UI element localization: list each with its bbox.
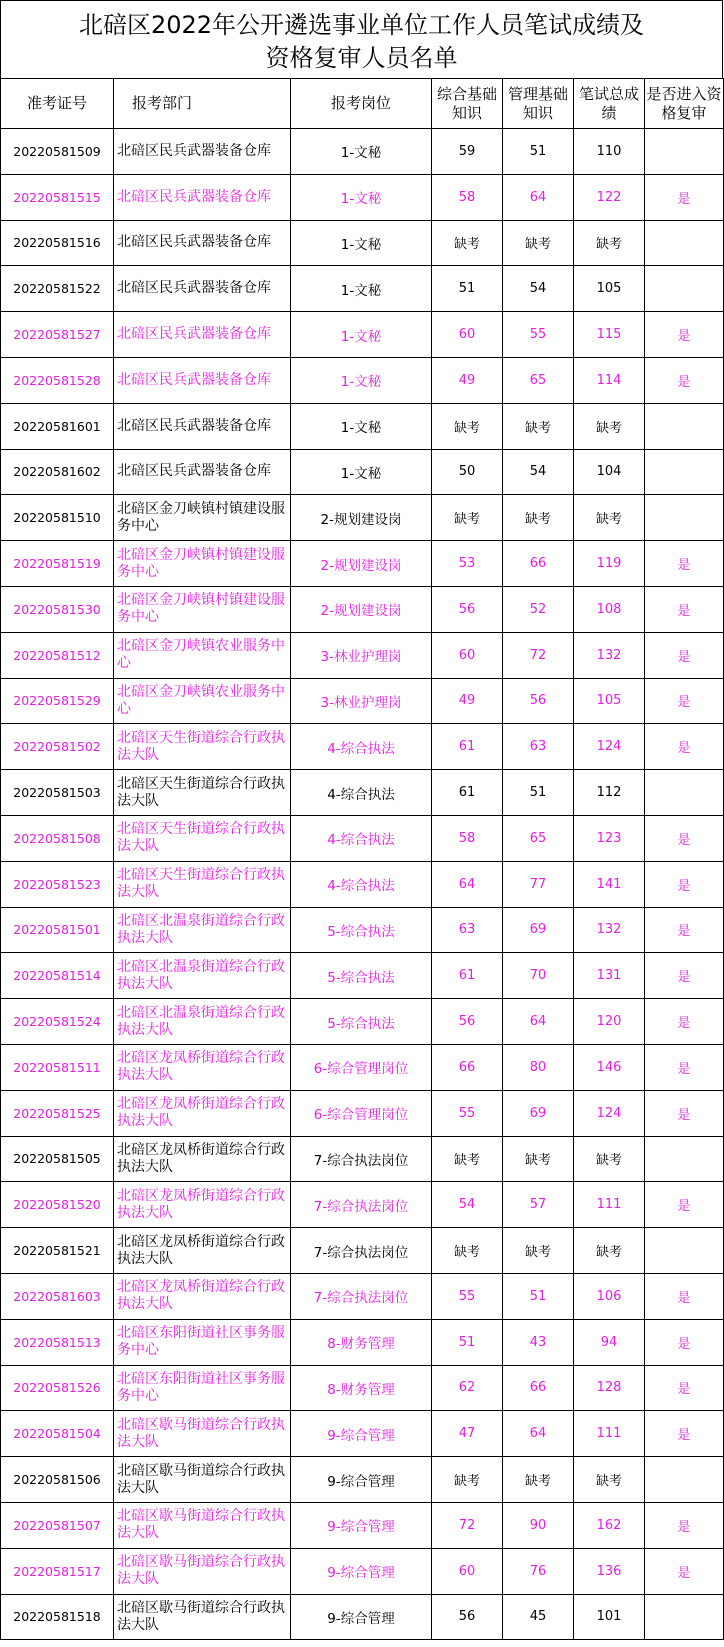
cell-total-score: 106 xyxy=(574,1273,645,1319)
cell-review-status: 是 xyxy=(645,1365,724,1411)
table-row xyxy=(1,174,724,220)
cell-exam-id: 20220581519 xyxy=(1,541,114,587)
cell-review-status xyxy=(645,220,724,266)
cell-general-score: 64 xyxy=(432,861,503,907)
cell-position: 1-文秘 xyxy=(291,129,432,175)
cell-position: 5-综合执法 xyxy=(291,907,432,953)
cell-exam-id: 20220581515 xyxy=(1,174,114,220)
cell-general-score: 缺考 xyxy=(432,495,503,541)
table-row xyxy=(1,586,724,632)
cell-exam-id: 20220581526 xyxy=(1,1365,114,1411)
cell-position: 7-综合执法岗位 xyxy=(291,1136,432,1182)
header-row xyxy=(1,79,724,129)
cell-total-score: 111 xyxy=(574,1182,645,1228)
table-row xyxy=(1,815,724,861)
cell-exam-id: 20220581510 xyxy=(1,495,114,541)
table-row xyxy=(1,1090,724,1136)
cell-position: 1-文秘 xyxy=(291,403,432,449)
cell-general-score: 缺考 xyxy=(432,1457,503,1503)
table-row xyxy=(1,129,724,175)
cell-exam-id: 20220581601 xyxy=(1,403,114,449)
header-general-score: 综合基础知识 xyxy=(432,79,503,129)
cell-review-status: 是 xyxy=(645,1319,724,1365)
cell-general-score: 缺考 xyxy=(432,403,503,449)
cell-position: 2-规划建设岗 xyxy=(291,495,432,541)
cell-exam-id: 20220581502 xyxy=(1,724,114,770)
cell-general-score: 56 xyxy=(432,999,503,1045)
cell-position: 1-文秘 xyxy=(291,312,432,358)
cell-department: 北碚区东阳街道社区事务服务中心 xyxy=(114,1365,291,1411)
cell-exam-id: 20220581518 xyxy=(1,1594,114,1640)
cell-exam-id: 20220581530 xyxy=(1,586,114,632)
cell-general-score: 51 xyxy=(432,266,503,312)
cell-management-score: 76 xyxy=(503,1548,574,1594)
cell-review-status xyxy=(645,495,724,541)
cell-review-status: 是 xyxy=(645,1044,724,1090)
cell-general-score: 59 xyxy=(432,129,503,175)
cell-exam-id: 20220581525 xyxy=(1,1090,114,1136)
cell-management-score: 80 xyxy=(503,1044,574,1090)
cell-exam-id: 20220581503 xyxy=(1,770,114,816)
table-row xyxy=(1,495,724,541)
cell-position: 7-综合执法岗位 xyxy=(291,1273,432,1319)
cell-general-score: 63 xyxy=(432,907,503,953)
cell-total-score: 120 xyxy=(574,999,645,1045)
cell-review-status: 是 xyxy=(645,678,724,724)
table-row xyxy=(1,1365,724,1411)
cell-total-score: 111 xyxy=(574,1411,645,1457)
cell-position: 4-综合执法 xyxy=(291,724,432,770)
cell-department: 北碚区天生街道综合行政执法大队 xyxy=(114,815,291,861)
cell-review-status xyxy=(645,449,724,495)
cell-management-score: 66 xyxy=(503,541,574,587)
cell-position: 6-综合管理岗位 xyxy=(291,1090,432,1136)
cell-position: 9-综合管理 xyxy=(291,1457,432,1503)
cell-general-score: 60 xyxy=(432,1548,503,1594)
cell-review-status: 是 xyxy=(645,1411,724,1457)
cell-exam-id: 20220581511 xyxy=(1,1044,114,1090)
cell-department: 北碚区民兵武器装备仓库 xyxy=(114,403,291,449)
cell-review-status: 是 xyxy=(645,586,724,632)
cell-review-status: 是 xyxy=(645,1548,724,1594)
cell-management-score: 70 xyxy=(503,953,574,999)
cell-general-score: 58 xyxy=(432,174,503,220)
cell-management-score: 64 xyxy=(503,999,574,1045)
cell-management-score: 77 xyxy=(503,861,574,907)
cell-position: 5-综合执法 xyxy=(291,953,432,999)
cell-total-score: 132 xyxy=(574,632,645,678)
cell-department: 北碚区民兵武器装备仓库 xyxy=(114,449,291,495)
cell-department: 北碚区民兵武器装备仓库 xyxy=(114,220,291,266)
table-row xyxy=(1,1457,724,1503)
cell-total-score: 128 xyxy=(574,1365,645,1411)
cell-total-score: 缺考 xyxy=(574,1228,645,1274)
cell-department: 北碚区歇马街道综合行政执法大队 xyxy=(114,1502,291,1548)
cell-management-score: 65 xyxy=(503,357,574,403)
table-row xyxy=(1,861,724,907)
cell-management-score: 65 xyxy=(503,815,574,861)
cell-exam-id: 20220581524 xyxy=(1,999,114,1045)
cell-general-score: 缺考 xyxy=(432,220,503,266)
cell-review-status: 是 xyxy=(645,815,724,861)
table-row xyxy=(1,1502,724,1548)
cell-department: 北碚区北温泉街道综合行政执法大队 xyxy=(114,907,291,953)
cell-general-score: 60 xyxy=(432,312,503,358)
table-row xyxy=(1,1273,724,1319)
cell-department: 北碚区天生街道综合行政执法大队 xyxy=(114,724,291,770)
table-row xyxy=(1,266,724,312)
cell-department: 北碚区歇马街道综合行政执法大队 xyxy=(114,1594,291,1640)
cell-review-status: 是 xyxy=(645,953,724,999)
cell-department: 北碚区歇马街道综合行政执法大队 xyxy=(114,1548,291,1594)
cell-exam-id: 20220581509 xyxy=(1,129,114,175)
cell-general-score: 55 xyxy=(432,1273,503,1319)
cell-review-status: 是 xyxy=(645,1090,724,1136)
cell-management-score: 64 xyxy=(503,174,574,220)
table-row xyxy=(1,220,724,266)
cell-total-score: 122 xyxy=(574,174,645,220)
cell-exam-id: 20220581521 xyxy=(1,1228,114,1274)
cell-position: 1-文秘 xyxy=(291,174,432,220)
cell-department: 北碚区龙凤桥街道综合行政执法大队 xyxy=(114,1136,291,1182)
cell-exam-id: 20220581527 xyxy=(1,312,114,358)
table-row xyxy=(1,1182,724,1228)
cell-department: 北碚区民兵武器装备仓库 xyxy=(114,357,291,403)
cell-position: 3-林业护理岗 xyxy=(291,678,432,724)
table-row xyxy=(1,357,724,403)
cell-review-status: 是 xyxy=(645,1502,724,1548)
header-position: 报考岗位 xyxy=(291,79,432,129)
table-row xyxy=(1,907,724,953)
cell-management-score: 66 xyxy=(503,1365,574,1411)
cell-exam-id: 20220581602 xyxy=(1,449,114,495)
cell-management-score: 57 xyxy=(503,1182,574,1228)
cell-exam-id: 20220581504 xyxy=(1,1411,114,1457)
header-id: 准考证号 xyxy=(1,79,114,129)
table-row xyxy=(1,1136,724,1182)
cell-position: 6-综合管理岗位 xyxy=(291,1044,432,1090)
cell-general-score: 56 xyxy=(432,586,503,632)
cell-management-score: 51 xyxy=(503,1273,574,1319)
cell-management-score: 55 xyxy=(503,312,574,358)
cell-exam-id: 20220581529 xyxy=(1,678,114,724)
cell-review-status: 是 xyxy=(645,907,724,953)
table-row xyxy=(1,724,724,770)
cell-review-status xyxy=(645,1228,724,1274)
cell-position: 8-财务管理 xyxy=(291,1365,432,1411)
cell-management-score: 缺考 xyxy=(503,403,574,449)
cell-total-score: 124 xyxy=(574,724,645,770)
cell-exam-id: 20220581513 xyxy=(1,1319,114,1365)
title-line-2: 资格复审人员名单 xyxy=(265,44,458,72)
table-row xyxy=(1,953,724,999)
cell-position: 9-综合管理 xyxy=(291,1411,432,1457)
table-row xyxy=(1,541,724,587)
cell-total-score: 162 xyxy=(574,1502,645,1548)
cell-management-score: 52 xyxy=(503,586,574,632)
cell-position: 5-综合执法 xyxy=(291,999,432,1045)
cell-total-score: 缺考 xyxy=(574,220,645,266)
cell-management-score: 45 xyxy=(503,1594,574,1640)
cell-department: 北碚区北温泉街道综合行政执法大队 xyxy=(114,999,291,1045)
cell-review-status: 是 xyxy=(645,357,724,403)
table-row xyxy=(1,403,724,449)
cell-management-score: 69 xyxy=(503,1090,574,1136)
cell-total-score: 119 xyxy=(574,541,645,587)
cell-total-score: 141 xyxy=(574,861,645,907)
cell-review-status: 是 xyxy=(645,541,724,587)
cell-position: 1-文秘 xyxy=(291,266,432,312)
cell-department: 北碚区民兵武器装备仓库 xyxy=(114,266,291,312)
cell-management-score: 54 xyxy=(503,449,574,495)
cell-position: 2-规划建设岗 xyxy=(291,541,432,587)
cell-general-score: 缺考 xyxy=(432,1228,503,1274)
cell-department: 北碚区龙凤桥街道综合行政执法大队 xyxy=(114,1182,291,1228)
cell-review-status xyxy=(645,403,724,449)
cell-department: 北碚区天生街道综合行政执法大队 xyxy=(114,861,291,907)
cell-position: 2-规划建设岗 xyxy=(291,586,432,632)
cell-review-status: 是 xyxy=(645,861,724,907)
cell-total-score: 94 xyxy=(574,1319,645,1365)
cell-general-score: 47 xyxy=(432,1411,503,1457)
cell-department: 北碚区歇马街道综合行政执法大队 xyxy=(114,1457,291,1503)
table-row xyxy=(1,1548,724,1594)
cell-general-score: 61 xyxy=(432,953,503,999)
cell-exam-id: 20220581516 xyxy=(1,220,114,266)
cell-review-status: 是 xyxy=(645,999,724,1045)
table-row xyxy=(1,999,724,1045)
cell-management-score: 64 xyxy=(503,1411,574,1457)
cell-department: 北碚区北温泉街道综合行政执法大队 xyxy=(114,953,291,999)
cell-exam-id: 20220581514 xyxy=(1,953,114,999)
cell-total-score: 108 xyxy=(574,586,645,632)
cell-management-score: 43 xyxy=(503,1319,574,1365)
table-row xyxy=(1,312,724,358)
cell-general-score: 61 xyxy=(432,770,503,816)
cell-general-score: 66 xyxy=(432,1044,503,1090)
cell-department: 北碚区金刀峡镇农业服务中心 xyxy=(114,632,291,678)
cell-review-status xyxy=(645,129,724,175)
cell-department: 北碚区天生街道综合行政执法大队 xyxy=(114,770,291,816)
cell-department: 北碚区龙凤桥街道综合行政执法大队 xyxy=(114,1228,291,1274)
cell-department: 北碚区龙凤桥街道综合行政执法大队 xyxy=(114,1044,291,1090)
cell-management-score: 54 xyxy=(503,266,574,312)
table-row xyxy=(1,678,724,724)
cell-exam-id: 20220581603 xyxy=(1,1273,114,1319)
cell-general-score: 54 xyxy=(432,1182,503,1228)
header-dept: 报考部门 xyxy=(114,79,291,129)
cell-total-score: 缺考 xyxy=(574,495,645,541)
cell-total-score: 131 xyxy=(574,953,645,999)
cell-general-score: 49 xyxy=(432,357,503,403)
cell-general-score: 60 xyxy=(432,632,503,678)
cell-review-status: 是 xyxy=(645,174,724,220)
cell-exam-id: 20220581508 xyxy=(1,815,114,861)
cell-management-score: 72 xyxy=(503,632,574,678)
cell-total-score: 110 xyxy=(574,129,645,175)
cell-management-score: 51 xyxy=(503,770,574,816)
cell-general-score: 50 xyxy=(432,449,503,495)
cell-department: 北碚区金刀峡镇农业服务中心 xyxy=(114,678,291,724)
cell-total-score: 缺考 xyxy=(574,1457,645,1503)
table-row xyxy=(1,632,724,678)
cell-department: 北碚区龙凤桥街道综合行政执法大队 xyxy=(114,1090,291,1136)
table-body xyxy=(1,129,724,1640)
results-table xyxy=(0,78,724,1640)
cell-total-score: 114 xyxy=(574,357,645,403)
cell-review-status xyxy=(645,266,724,312)
table-row xyxy=(1,1411,724,1457)
cell-department: 北碚区歇马街道综合行政执法大队 xyxy=(114,1411,291,1457)
cell-position: 8-财务管理 xyxy=(291,1319,432,1365)
cell-exam-id: 20220581505 xyxy=(1,1136,114,1182)
table-row xyxy=(1,1044,724,1090)
cell-general-score: 缺考 xyxy=(432,1136,503,1182)
cell-exam-id: 20220581528 xyxy=(1,357,114,403)
cell-exam-id: 20220581523 xyxy=(1,861,114,907)
cell-review-status: 是 xyxy=(645,724,724,770)
cell-department: 北碚区龙凤桥街道综合行政执法大队 xyxy=(114,1273,291,1319)
cell-position: 4-综合执法 xyxy=(291,770,432,816)
cell-general-score: 55 xyxy=(432,1090,503,1136)
cell-general-score: 58 xyxy=(432,815,503,861)
cell-position: 4-综合执法 xyxy=(291,861,432,907)
cell-review-status xyxy=(645,770,724,816)
table-row xyxy=(1,770,724,816)
cell-total-score: 146 xyxy=(574,1044,645,1090)
cell-exam-id: 20220581517 xyxy=(1,1548,114,1594)
cell-position: 9-综合管理 xyxy=(291,1502,432,1548)
cell-review-status xyxy=(645,1136,724,1182)
cell-total-score: 132 xyxy=(574,907,645,953)
cell-total-score: 105 xyxy=(574,678,645,724)
cell-general-score: 62 xyxy=(432,1365,503,1411)
cell-management-score: 缺考 xyxy=(503,220,574,266)
cell-general-score: 72 xyxy=(432,1502,503,1548)
cell-position: 7-综合执法岗位 xyxy=(291,1228,432,1274)
cell-total-score: 101 xyxy=(574,1594,645,1640)
table-row xyxy=(1,1319,724,1365)
cell-general-score: 53 xyxy=(432,541,503,587)
cell-position: 1-文秘 xyxy=(291,449,432,495)
cell-department: 北碚区民兵武器装备仓库 xyxy=(114,312,291,358)
cell-position: 4-综合执法 xyxy=(291,815,432,861)
cell-review-status: 是 xyxy=(645,632,724,678)
cell-department: 北碚区民兵武器装备仓库 xyxy=(114,129,291,175)
cell-general-score: 51 xyxy=(432,1319,503,1365)
cell-exam-id: 20220581512 xyxy=(1,632,114,678)
cell-general-score: 61 xyxy=(432,724,503,770)
cell-position: 7-综合执法岗位 xyxy=(291,1182,432,1228)
cell-total-score: 缺考 xyxy=(574,403,645,449)
table-row xyxy=(1,1228,724,1274)
cell-management-score: 缺考 xyxy=(503,495,574,541)
cell-total-score: 105 xyxy=(574,266,645,312)
cell-exam-id: 20220581507 xyxy=(1,1502,114,1548)
cell-exam-id: 20220581522 xyxy=(1,266,114,312)
cell-management-score: 缺考 xyxy=(503,1228,574,1274)
page-title xyxy=(0,0,723,78)
cell-general-score: 49 xyxy=(432,678,503,724)
cell-management-score: 缺考 xyxy=(503,1136,574,1182)
cell-management-score: 56 xyxy=(503,678,574,724)
header-management-score: 管理基础知识 xyxy=(503,79,574,129)
table-row xyxy=(1,1594,724,1640)
cell-position: 3-林业护理岗 xyxy=(291,632,432,678)
cell-department: 北碚区金刀峡镇村镇建设服务中心 xyxy=(114,495,291,541)
cell-position: 9-综合管理 xyxy=(291,1594,432,1640)
cell-total-score: 123 xyxy=(574,815,645,861)
cell-department: 北碚区民兵武器装备仓库 xyxy=(114,174,291,220)
cell-total-score: 115 xyxy=(574,312,645,358)
cell-review-status: 是 xyxy=(645,1182,724,1228)
cell-general-score: 56 xyxy=(432,1594,503,1640)
cell-total-score: 缺考 xyxy=(574,1136,645,1182)
cell-total-score: 124 xyxy=(574,1090,645,1136)
title-line-1: 北碚区2022年公开遴选事业单位工作人员笔试成绩及 xyxy=(78,11,645,39)
cell-total-score: 136 xyxy=(574,1548,645,1594)
cell-management-score: 69 xyxy=(503,907,574,953)
cell-position: 1-文秘 xyxy=(291,220,432,266)
header-review: 是否进入资格复审 xyxy=(645,79,724,129)
cell-management-score: 51 xyxy=(503,129,574,175)
cell-position: 9-综合管理 xyxy=(291,1548,432,1594)
cell-review-status: 是 xyxy=(645,312,724,358)
cell-management-score: 90 xyxy=(503,1502,574,1548)
table-row xyxy=(1,449,724,495)
cell-total-score: 104 xyxy=(574,449,645,495)
cell-management-score: 63 xyxy=(503,724,574,770)
header-total-score: 笔试总成绩 xyxy=(574,79,645,129)
cell-exam-id: 20220581501 xyxy=(1,907,114,953)
cell-department: 北碚区金刀峡镇村镇建设服务中心 xyxy=(114,541,291,587)
cell-department: 北碚区金刀峡镇村镇建设服务中心 xyxy=(114,586,291,632)
cell-review-status xyxy=(645,1594,724,1640)
cell-management-score: 缺考 xyxy=(503,1457,574,1503)
cell-total-score: 112 xyxy=(574,770,645,816)
cell-exam-id: 20220581506 xyxy=(1,1457,114,1503)
cell-position: 1-文秘 xyxy=(291,357,432,403)
cell-exam-id: 20220581520 xyxy=(1,1182,114,1228)
cell-department: 北碚区东阳街道社区事务服务中心 xyxy=(114,1319,291,1365)
cell-review-status: 是 xyxy=(645,1273,724,1319)
cell-review-status xyxy=(645,1457,724,1503)
